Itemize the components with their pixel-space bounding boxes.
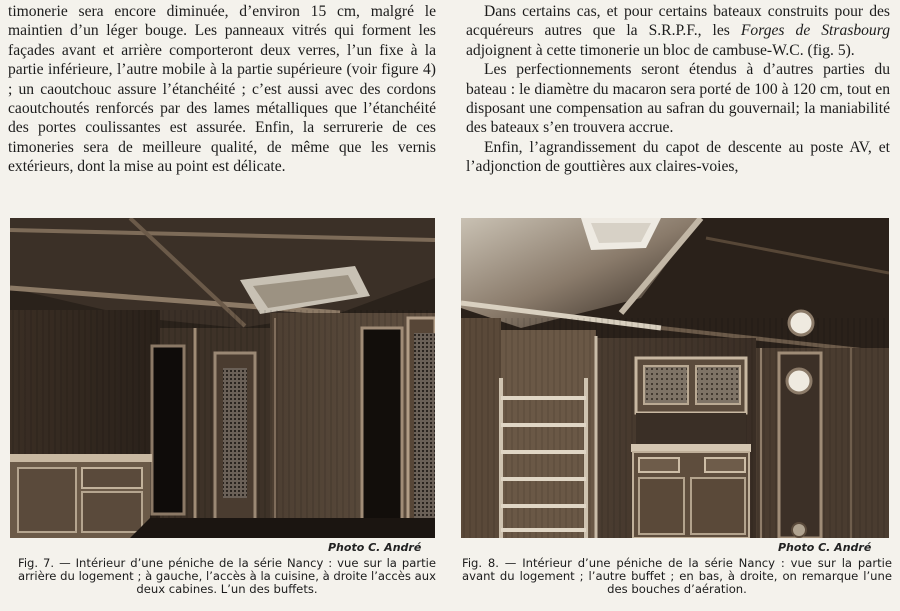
photo-credit: Photo C. André	[328, 541, 422, 554]
figure-7-photo	[10, 218, 435, 538]
paragraph: timonerie sera encore diminuée, d’environ 15 cm, malgré le maintien d’un léger bouge. Les panneaux vitrés qui forment les façades avant et arrière comporteront deux verres, l’un fixe à la partie inférieure, l’autre mobile à la partie supérieure (voir figure 4) ; un caoutchouc assure l’étanchéité ; c’est aussi avec des cordons caoutchoutés renforcés par des lames métalliques que l’étanchéité des portes coulissantes est assurée. Enfin, la serrurerie de ces timoneries sera de meilleure qualité, de même que les vernis extérieurs, dont la mise au point est délicate.	[8, 3, 436, 176]
cabin-interior-front-image	[461, 218, 889, 538]
photo-credit: Photo C. André	[778, 541, 872, 554]
italic-text: Forges de Strasbourg	[740, 22, 890, 40]
text-run: Dans certains cas, et pour certains bateaux construits pour des acquéreurs autres que la S.R.P.F., les	[466, 3, 890, 40]
figure-caption: Fig. 8. — Intérieur d’une péniche de la série Nancy : vue sur la partie avant du logement ; l’autre buffet ; en bas, à droite, on remarque l’une des bouches d’aération.	[462, 556, 892, 596]
text-run: adjoignent à cette timonerie un bloc de cambuse-W.C. (fig. 5).	[466, 41, 855, 59]
figure-caption: Fig. 7. — Intérieur d’une péniche de la série Nancy : vue sur la partie arrière du logement ; à gauche, l’accès à la cuisine, à droite l’accès aux deux cabines. L’un des buffets.	[18, 556, 436, 596]
paragraph: Enfin, l’agrandissement du capot de descente au poste AV, et l’adjonction de gouttières aux claires-voies,	[466, 138, 890, 176]
text-column-right	[466, 2, 890, 177]
paragraph	[466, 2, 890, 60]
text-column-left	[8, 2, 436, 177]
paragraph: Les perfectionnements seront étendus à d’autres parties du bateau : le diamètre du macaron sera porté de 100 à 120 cm, tout en disposant une compensation au safran du gouvernail; la maniabilité des bateaux s’en trouvera accrue.	[466, 61, 890, 137]
cabin-interior-rear-image	[10, 218, 435, 538]
figure-8-photo	[461, 218, 889, 538]
